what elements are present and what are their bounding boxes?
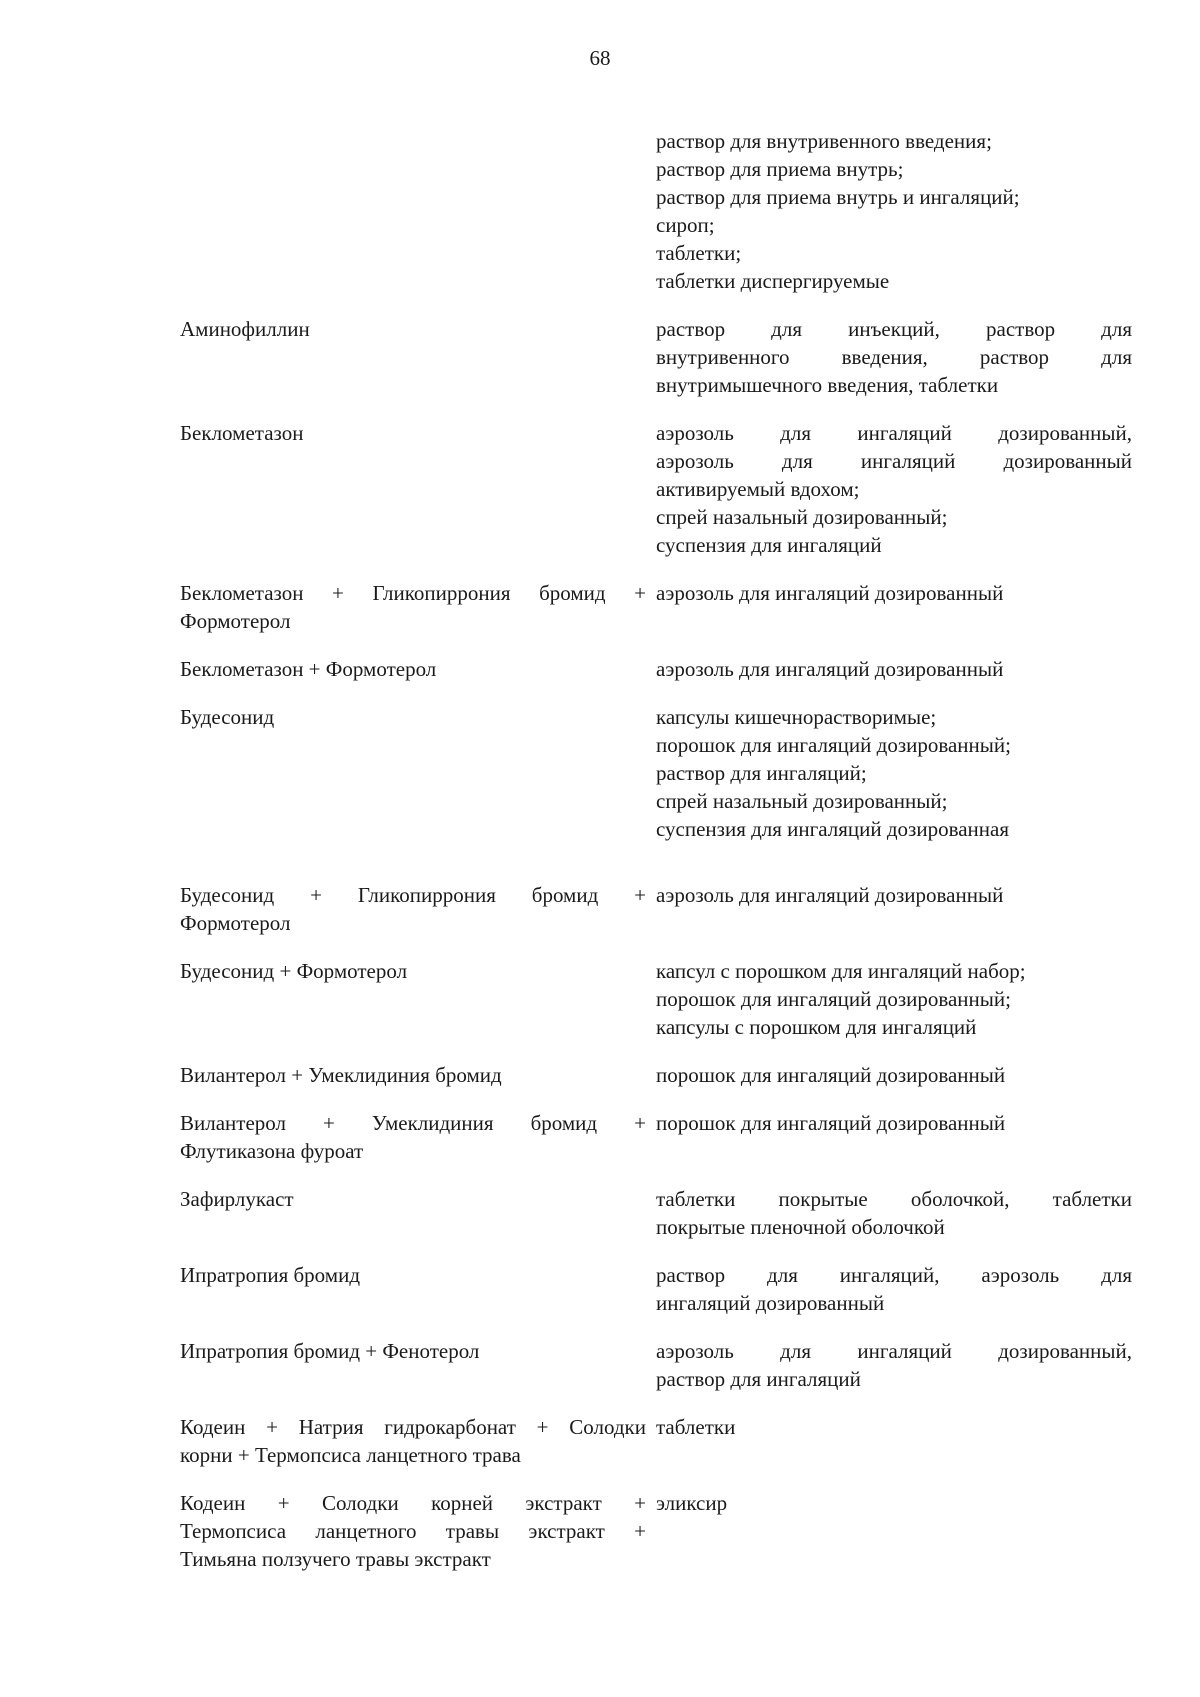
dosage-form-line: раствор для приема внутрь; (656, 157, 904, 181)
drug-name (180, 881, 656, 937)
dosage-form-line: спрей назальный дозированный; (656, 505, 948, 529)
drug-name-line: Флутиказона фуроат (180, 1139, 364, 1163)
dosage-form-line: ингаляций дозированный (656, 1291, 885, 1315)
dosage-forms (656, 1109, 1132, 1165)
page-number: 68 (589, 46, 611, 70)
table-row (180, 1261, 1132, 1317)
dosage-form-line: активируемый вдохом; (656, 477, 860, 501)
table-row (180, 703, 1132, 843)
drug-name-line: Тимьяна ползучего травы экстракт (180, 1547, 491, 1571)
drug-name-line: Ипратропия бромид + Фенотерол (180, 1339, 480, 1363)
dosage-form-line: порошок для ингаляций дозированный (656, 1063, 1006, 1087)
drug-name (180, 703, 656, 843)
dosage-forms (656, 1489, 1132, 1573)
drug-name (180, 127, 656, 295)
dosage-forms (656, 315, 1132, 399)
drug-name-line: Будесонид (180, 705, 275, 729)
drug-name (180, 957, 656, 1041)
dosage-form-line: раствор для ингаляций (656, 1367, 861, 1391)
dosage-form-line: таблетки (656, 1415, 736, 1439)
dosage-forms (656, 579, 1132, 635)
dosage-form-line: капсулы кишечнорастворимые; (656, 705, 937, 729)
dosage-form-line: внутривенного введения, раствор для (656, 345, 1132, 369)
table-row (180, 655, 1132, 683)
drug-name-line: Вилантерол + Умеклидиния бромид + (180, 1111, 646, 1135)
table-row (180, 957, 1132, 1041)
dosage-form-line: аэрозоль для ингаляций дозированный, (656, 421, 1132, 445)
dosage-form-line: аэрозоль для ингаляций дозированный (656, 657, 1004, 681)
drug-name-line: Зафирлукаст (180, 1187, 294, 1211)
drug-name-line: Кодеин + Солодки корней экстракт + (180, 1491, 646, 1515)
drug-name-line: Кодеин + Натрия гидрокарбонат + Солодки (180, 1415, 646, 1439)
drug-name-line: Термопсиса ланцетного травы экстракт + (180, 1519, 646, 1543)
drug-name-line: Беклометазон + Формотерол (180, 657, 437, 681)
table-row (180, 1337, 1132, 1393)
dosage-form-line: аэрозоль для ингаляций дозированный (656, 581, 1004, 605)
drug-name-line: корни + Термопсиса ланцетного трава (180, 1443, 521, 1467)
table-row (180, 1185, 1132, 1241)
table-row (180, 1413, 1132, 1469)
drug-table (180, 127, 1132, 1593)
drug-name (180, 1413, 656, 1469)
drug-name (180, 419, 656, 559)
dosage-form-line: таблетки; (656, 241, 742, 265)
drug-name-line: Аминофиллин (180, 317, 310, 341)
dosage-form-line: спрей назальный дозированный; (656, 789, 948, 813)
drug-name-line: Ипратропия бромид (180, 1263, 360, 1287)
dosage-form-line: таблетки покрытые оболочкой, таблетки (656, 1187, 1132, 1211)
dosage-form-line: раствор для инъекций, раствор для (656, 317, 1132, 341)
dosage-form-line: суспензия для ингаляций (656, 533, 882, 557)
drug-name (180, 1185, 656, 1241)
dosage-forms (656, 1261, 1132, 1317)
dosage-forms (656, 957, 1132, 1041)
dosage-form-line: раствор для ингаляций, аэрозоль для (656, 1263, 1132, 1287)
dosage-form-line: порошок для ингаляций дозированный (656, 1111, 1006, 1135)
dosage-forms (656, 655, 1132, 683)
drug-name (180, 1109, 656, 1165)
dosage-form-line: аэрозоль для ингаляций дозированный (656, 883, 1004, 907)
dosage-form-line: раствор для приема внутрь и ингаляций; (656, 185, 1020, 209)
dosage-form-line: внутримышечного введения, таблетки (656, 373, 999, 397)
table-row (180, 579, 1132, 635)
dosage-forms (656, 881, 1132, 937)
drug-name (180, 579, 656, 635)
table-row (180, 1109, 1132, 1165)
drug-name (180, 1489, 656, 1573)
dosage-form-line: аэрозоль для ингаляций дозированный (656, 449, 1132, 473)
dosage-form-line: эликсир (656, 1491, 728, 1515)
dosage-form-line: аэрозоль для ингаляций дозированный, (656, 1339, 1132, 1363)
drug-name-line: Будесонид + Формотерол (180, 959, 408, 983)
drug-name-line: Беклометазон (180, 421, 304, 445)
dosage-form-line: капсул с порошком для ингаляций набор; (656, 959, 1026, 983)
table-row (180, 315, 1132, 399)
drug-name (180, 1337, 656, 1393)
dosage-form-line: раствор для внутривенного введения; (656, 129, 992, 153)
table-row (180, 1061, 1132, 1089)
drug-name-line: Формотерол (180, 609, 291, 633)
dosage-forms (656, 1337, 1132, 1393)
dosage-forms (656, 127, 1132, 295)
dosage-forms (656, 1185, 1132, 1241)
drug-name (180, 655, 656, 683)
drug-name-line: Будесонид + Гликопиррония бромид + (180, 883, 646, 907)
dosage-forms (656, 1413, 1132, 1469)
dosage-form-line: капсулы с порошком для ингаляций (656, 1015, 977, 1039)
dosage-forms (656, 703, 1132, 843)
table-row (180, 1489, 1132, 1573)
dosage-form-line: покрытые пленочной оболочкой (656, 1215, 945, 1239)
dosage-form-line: сироп; (656, 213, 715, 237)
drug-name-line: Формотерол (180, 911, 291, 935)
dosage-form-line: порошок для ингаляций дозированный; (656, 733, 1011, 757)
drug-name (180, 1061, 656, 1089)
dosage-forms (656, 1061, 1132, 1089)
drug-name (180, 315, 656, 399)
drug-name-line: Беклометазон + Гликопиррония бромид + (180, 581, 646, 605)
dosage-form-line: порошок для ингаляций дозированный; (656, 987, 1011, 1011)
dosage-form-line: раствор для ингаляций; (656, 761, 867, 785)
table-row (180, 881, 1132, 937)
dosage-forms (656, 419, 1132, 559)
drug-name (180, 1261, 656, 1317)
table-row (180, 127, 1132, 295)
dosage-form-line: таблетки диспергируемые (656, 269, 890, 293)
drug-name-line: Вилантерол + Умеклидиния бромид (180, 1063, 502, 1087)
table-row (180, 419, 1132, 559)
dosage-form-line: суспензия для ингаляций дозированная (656, 817, 1010, 841)
